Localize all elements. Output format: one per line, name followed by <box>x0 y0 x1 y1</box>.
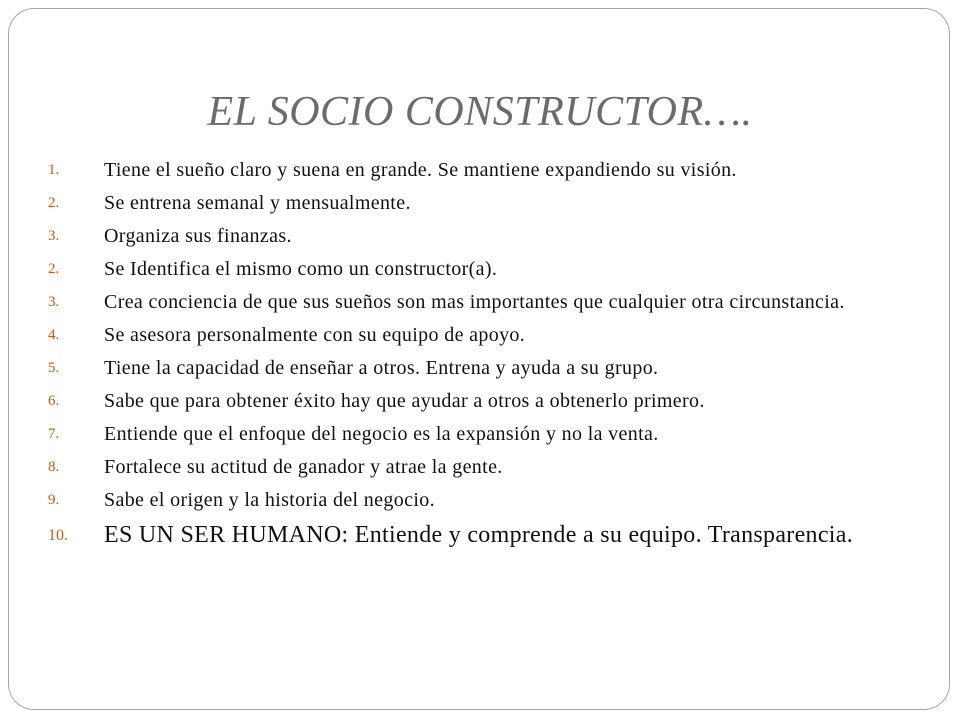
list-item-9 <box>48 422 918 446</box>
item-number: 10. <box>48 527 68 544</box>
item-number: 6. <box>48 393 60 409</box>
list-item-4 <box>48 257 918 281</box>
slide-title: EL SOCIO CONSTRUCTOR…. <box>207 89 753 135</box>
list-item-6 <box>48 323 918 347</box>
list-item-12 <box>48 521 918 551</box>
list-item-2 <box>48 191 918 215</box>
item-text: Se entrena semanal y mensualmente. <box>104 192 411 214</box>
item-number: 2. <box>48 195 60 211</box>
list-item-11 <box>48 488 918 512</box>
item-number: 4. <box>48 327 60 343</box>
item-text: Tiene el sueño claro y suena en grande. Se mantiene expandiendo su visión. <box>104 159 737 181</box>
item-number: 7. <box>48 426 60 442</box>
item-text: Fortalece su actitud de ganador y atrae la gente. <box>104 456 503 478</box>
item-text: Sabe que para obtener éxito hay que ayudar a otros a obtenerlo primero. <box>104 390 705 412</box>
item-text: Crea conciencia de que sus sueños son mas importantes que cualquier otra circunstancia. <box>104 291 845 313</box>
item-number: 2. <box>48 261 60 277</box>
item-number: 5. <box>48 360 60 376</box>
item-text: Organiza sus finanzas. <box>104 225 292 247</box>
list-item-5 <box>48 290 918 314</box>
list-item-8 <box>48 389 918 413</box>
item-text: Tiene la capacidad de enseñar a otros. Entrena y ayuda a su grupo. <box>104 357 659 379</box>
item-number: 8. <box>48 459 60 475</box>
item-text: Sabe el origen y la historia del negocio. <box>104 489 435 511</box>
item-text: Se asesora personalmente con su equipo de apoyo. <box>104 324 526 346</box>
item-text: Entiende que el enfoque del negocio es la expansión y no la venta. <box>104 423 659 445</box>
item-text: ES UN SER HUMANO: Entiende y comprende a su equipo. Transparencia. <box>104 522 854 548</box>
list-item-3 <box>48 224 918 248</box>
item-number: 9. <box>48 492 60 508</box>
item-number: 3. <box>48 228 60 244</box>
list-item-7 <box>48 356 918 380</box>
list-item-10 <box>48 455 918 479</box>
item-number: 1. <box>48 162 60 178</box>
item-number: 3. <box>48 294 60 310</box>
item-list <box>48 158 918 560</box>
item-text: Se Identifica el mismo como un constructor(a). <box>104 258 498 280</box>
list-item-1 <box>48 158 918 182</box>
